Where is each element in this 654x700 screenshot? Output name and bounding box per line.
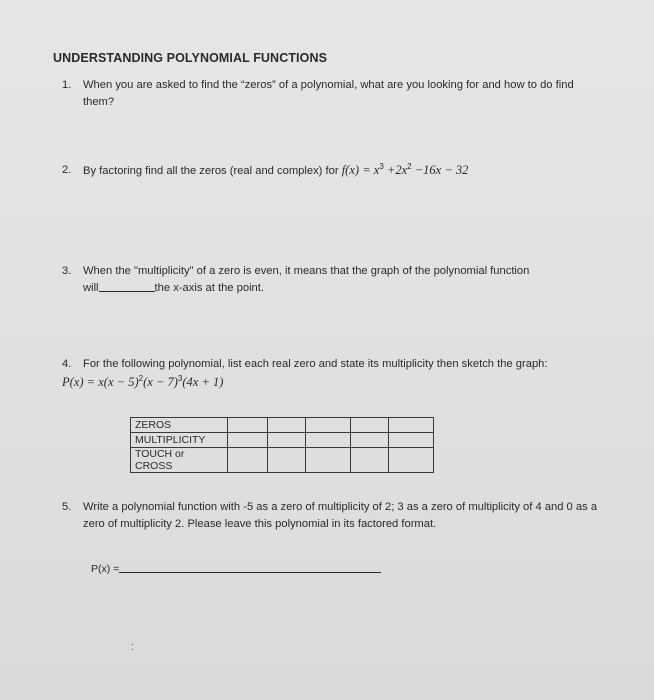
worksheet-page: UNDERSTANDING POLYNOMIAL FUNCTIONS 1. When you are asked to find the “zeros” of a polynomial, what are you looking for and how to do find them? 2. By factoring find all the zeros (real and complex) for $f(x) = x^3 +2x^2 -16x - 32$ 3. When the "multiplicity" of a zero is even, it means that the graph of the polynomial function will the x-axis at the point. 4. For the following polynomial, list each real zero and state its multiplicity then sketch the graph: $P(x) = x(x - 5)^2(x - 7)^3(4x + 1)$ ZEROS MULTIPLICITY TOUCH or CROSS 5. Write a polynomial function with -5 as a zero of multiplicity of 2; 3 as a zero of multiplicity of 4 and 0 as a zero of multiplicity 2. Please leave this polynomial in its factored format. P(x) = : (0, 0, 654, 700)
table-cell[interactable] (389, 448, 434, 473)
question-3-text-a: When the "multiplicity" of a zero is even, it means that the graph of the polynomial function (83, 265, 530, 277)
table-cell[interactable] (306, 433, 351, 448)
table-cell[interactable] (228, 418, 268, 433)
table-cell[interactable] (228, 433, 268, 448)
worksheet-title: UNDERSTANDING POLYNOMIAL FUNCTIONS (53, 51, 328, 65)
table-cell[interactable] (389, 418, 434, 433)
answer-label: P(x) = (91, 563, 120, 575)
table-cell[interactable] (268, 448, 306, 473)
table-row (131, 448, 434, 473)
table-cell[interactable] (351, 418, 389, 433)
table-cell[interactable] (228, 448, 268, 473)
row-label-zeros: ZEROS (131, 418, 228, 433)
question-3-number: 3. (62, 265, 72, 277)
table-cell[interactable] (351, 433, 389, 448)
table-row (131, 433, 434, 448)
table-row (131, 418, 434, 433)
answer-blank[interactable] (99, 281, 155, 292)
question-2-number: 2. (62, 164, 72, 176)
question-5-text: Write a polynomial function with -5 as a zero of multiplicity of 2; 3 as a zero of multiplicity of 4 and 0 as a zero of multiplicity 2. Please leave this polynomial in its factored format. (83, 501, 598, 530)
answer-line[interactable] (119, 572, 381, 573)
question-3-text-c: the x-axis at the point. (154, 282, 264, 294)
table-cell[interactable] (268, 418, 306, 433)
question-3-text-b: will (83, 282, 99, 294)
zeros-table (130, 417, 434, 473)
table-cell[interactable] (306, 418, 351, 433)
row-label-multiplicity: MULTIPLICITY (131, 433, 228, 448)
table-cell[interactable] (389, 433, 434, 448)
question-2-function: f (341, 163, 346, 177)
question-4-polynomial: $P(x) = x(x - 5)^2(x - 7)^3(4x + 1)$ (62, 374, 224, 389)
question-5-number: 5. (62, 501, 72, 513)
question-4-number: 4. (62, 358, 72, 370)
table-cell[interactable] (351, 448, 389, 473)
question-4-text: For the following polynomial, list each real zero and state its multiplicity then sketch the graph: (83, 358, 548, 370)
table-cell[interactable] (306, 448, 351, 473)
question-1-text: When you are asked to find the “zeros” of a polynomial, what are you looking for and how to do find them? (83, 79, 574, 108)
question-2-text: By factoring find all the zeros (real and complex) for (83, 165, 339, 177)
stray-mark: : (131, 641, 135, 653)
question-1-number: 1. (62, 79, 72, 91)
table-cell[interactable] (268, 433, 306, 448)
row-label-touch-or-cross: TOUCH or CROSS (131, 448, 228, 473)
